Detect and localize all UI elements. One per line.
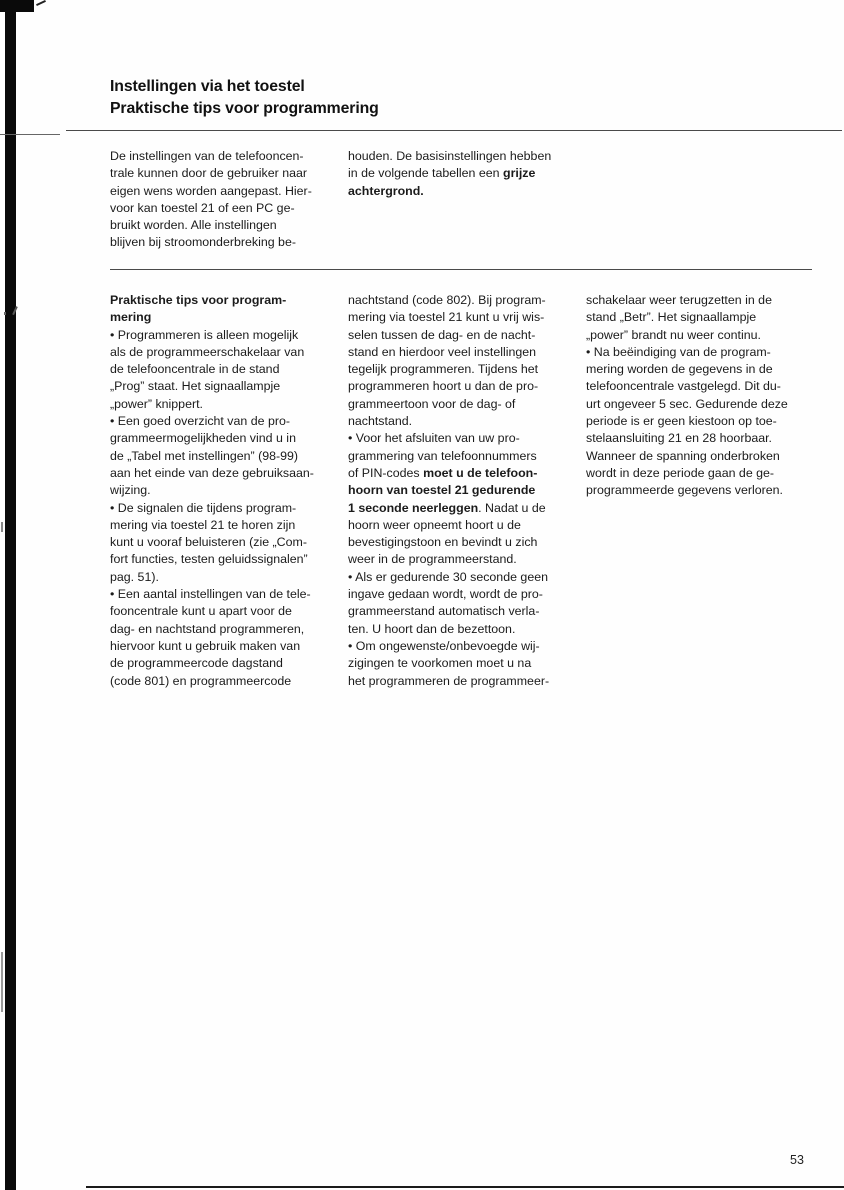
text-segment: mering worden de gegevens in de [586,362,773,377]
text-line [110,148,348,165]
text-segment: (code 801) en programmeercode [110,673,292,688]
text-line [110,396,348,413]
text-line [110,621,348,638]
scan-artifact [1,522,3,532]
text-segment: kunt u vooraf beluisteren (zie „Com- [110,535,307,550]
text-segment: • Na beëindiging van de program- [586,344,771,359]
text-line [110,638,348,655]
text-segment: nachtstand. [348,414,413,429]
text-line [110,234,348,251]
text-line [348,327,586,344]
text-segment: • Om ongewenste/onbevoegde wij- [348,638,540,653]
text-segment: telefooncentrale vastgelegd. Dit du- [586,379,781,394]
text-segment: de programmeercode dagstand [110,656,283,671]
text-line [348,569,586,586]
scan-artifact [0,134,60,135]
text-segment: mering via toestel 21 te horen zijn [110,517,296,532]
text-line [348,638,586,655]
text-segment: „power” brandt nu weer continu. [586,327,761,342]
page-title-line2: Praktische tips voor programmering [110,100,379,117]
text-line [110,673,348,690]
text-segment: • Een goed overzicht van de pro- [110,414,290,429]
text-line [348,655,586,672]
text-segment-bold: 1 seconde neerleggen [348,500,479,515]
text-segment: nachtstand (code 802). Bij program- [348,293,546,307]
text-segment: • Voor het afsluiten van uw pro- [348,431,520,446]
text-line [110,448,348,465]
text-line [110,327,348,344]
text-line [110,655,348,672]
page-title [110,76,379,120]
text-line [586,361,824,378]
horizontal-rule-top [66,130,842,131]
text-segment: grammeerstand automatisch verla- [348,604,540,619]
text-segment: wijzing. [110,483,151,498]
text-segment: . Nadat u de [478,500,546,515]
page-number: 53 [790,1153,804,1167]
text-line [348,396,586,413]
text-line [110,430,348,447]
text-segment: hoorn weer opneemt hoort u de [348,517,521,532]
text-segment: • De signalen die tijdens program- [110,500,297,515]
text-segment: programmeren hoort u dan de pro- [348,379,539,394]
text-segment: hiervoor kunt u gebruik maken van [110,638,301,653]
text-segment: schakelaar weer terugzetten in de [586,293,772,307]
text-segment-bold: grijze [503,166,536,181]
text-segment: weer in de programmeerstand. [348,552,517,567]
text-segment: • Programmeren is alleen mogelijk [110,327,299,342]
text-segment: houden. De basisinstellingen hebben [348,149,552,163]
text-line [110,551,348,568]
text-line [586,344,824,361]
text-line [586,482,824,499]
text-segment: ten. U hoort dan de bezettoon. [348,621,516,636]
scan-artifact [0,0,34,12]
text-line [586,327,824,344]
text-line [348,361,586,378]
text-segment: als de programmeerschakelaar van [110,344,305,359]
text-line [348,413,586,430]
text-line [110,465,348,482]
horizontal-rule-middle [110,269,812,270]
text-line [110,361,348,378]
text-line [348,482,586,499]
text-line [348,517,586,534]
text-line [348,183,586,200]
text-segment: wordt in deze periode gaan de ge- [586,465,775,480]
text-line [586,430,824,447]
text-segment: ingave gedaan wordt, wordt de pro- [348,587,543,602]
text-segment: Wanneer de spanning onderbroken [586,448,780,463]
text-segment: pag. 51). [110,569,159,584]
text-segment: het programmeren de programmeer- [348,673,550,688]
text-segment: eigen wens worden aangepast. Hier- [110,183,312,198]
text-segment: stand „Betr”. Het signaallampje [586,310,757,325]
intro-column-2 [348,148,586,200]
text-segment-bold: hoorn van toestel 21 gedurende [348,483,536,498]
text-line [586,292,824,309]
text-line [586,396,824,413]
text-segment-bold: mering [110,310,152,325]
text-segment: dag- en nachtstand programmeren, [110,621,305,636]
text-line [348,378,586,395]
text-line [110,292,348,309]
text-segment: fort functies, testen geluidssignalen” [110,552,308,567]
text-segment: • Een aantal instellingen van de tele- [110,587,311,602]
text-segment: zigingen te voorkomen moet u na [348,656,532,671]
text-line [110,500,348,517]
text-segment: de „Tabel met instellingen” (98-99) [110,448,299,463]
text-segment: bruikt worden. Alle instellingen [110,218,277,233]
text-segment: „Prog” staat. Het signaallampje [110,379,281,394]
text-line [348,292,586,309]
tips-column-2 [348,292,586,690]
scan-artifact [36,0,46,6]
text-segment: • Als er gedurende 30 seconde geen [348,569,548,584]
scan-edge-bar [5,0,16,1190]
text-segment: periode is er geen kiestoon op toe- [586,414,777,429]
text-line [110,413,348,430]
text-line [348,448,586,465]
text-line [586,309,824,326]
text-line [348,500,586,517]
text-line [110,344,348,361]
text-line [110,603,348,620]
text-line [348,551,586,568]
text-line [110,586,348,603]
text-line [586,448,824,465]
text-segment: stelaansluiting 21 en 28 hoorbaar. [586,431,772,446]
intro-column-1 [110,148,348,252]
text-line [348,165,586,182]
text-segment: urt ongeveer 5 sec. Gedurende deze [586,396,788,411]
text-line [586,413,824,430]
text-segment: voor kan toestel 21 of een PC ge- [110,200,295,215]
text-line [348,344,586,361]
text-line [110,569,348,586]
text-line [348,309,586,326]
page-title-line1: Instellingen via het toestel [110,78,305,95]
text-line [110,482,348,499]
text-line [110,183,348,200]
text-segment: tegelijk programmeren. Tijdens het [348,362,539,377]
text-segment: De instellingen van de telefooncen- [110,149,304,163]
text-segment: blijven bij stroomonderbreking be- [110,235,296,250]
text-line [586,378,824,395]
scan-edge-bottom [86,1186,844,1188]
text-line [348,430,586,447]
text-segment: grammeertoon voor de dag- of [348,396,516,411]
text-segment: of PIN-codes [348,465,424,480]
text-segment: stand en hierdoor veel instellingen [348,344,537,359]
text-line [110,517,348,534]
text-segment: fooncentrale kunt u apart voor de [110,604,292,619]
text-line [110,200,348,217]
text-segment: grammering van telefoonnummers [348,448,537,463]
text-segment: grammeermogelijkheden vind u in [110,431,296,446]
text-line [348,586,586,603]
text-segment: programmeerde gegevens verloren. [586,483,783,498]
text-segment: mering via toestel 21 kunt u vrij wis- [348,310,545,325]
scan-artifact [4,312,6,315]
text-line [348,534,586,551]
text-segment: „power” knippert. [110,396,203,411]
text-line [348,148,586,165]
text-line [110,309,348,326]
text-line [110,165,348,182]
text-segment-bold: moet u de telefoon- [423,465,538,480]
text-line [348,603,586,620]
text-line [348,621,586,638]
text-line [110,217,348,234]
text-line [586,465,824,482]
text-line [348,673,586,690]
text-line [348,465,586,482]
text-line [110,378,348,395]
text-segment: selen tussen de dag- en de nacht- [348,327,536,342]
tips-column-3 [586,292,824,500]
text-segment: aan het einde van deze gebruiksaan- [110,465,314,480]
text-segment-bold: Praktische tips voor program- [110,293,287,307]
scan-artifact [1,952,3,1012]
text-segment: trale kunnen door de gebruiker naar [110,166,308,181]
text-segment-bold: achtergrond. [348,183,424,198]
text-segment: in de volgende tabellen een [348,166,504,181]
text-line [110,534,348,551]
text-segment: bevestigingstoon en bevindt u zich [348,535,538,550]
tips-column-1 [110,292,348,690]
text-segment: de telefooncentrale in de stand [110,362,280,377]
